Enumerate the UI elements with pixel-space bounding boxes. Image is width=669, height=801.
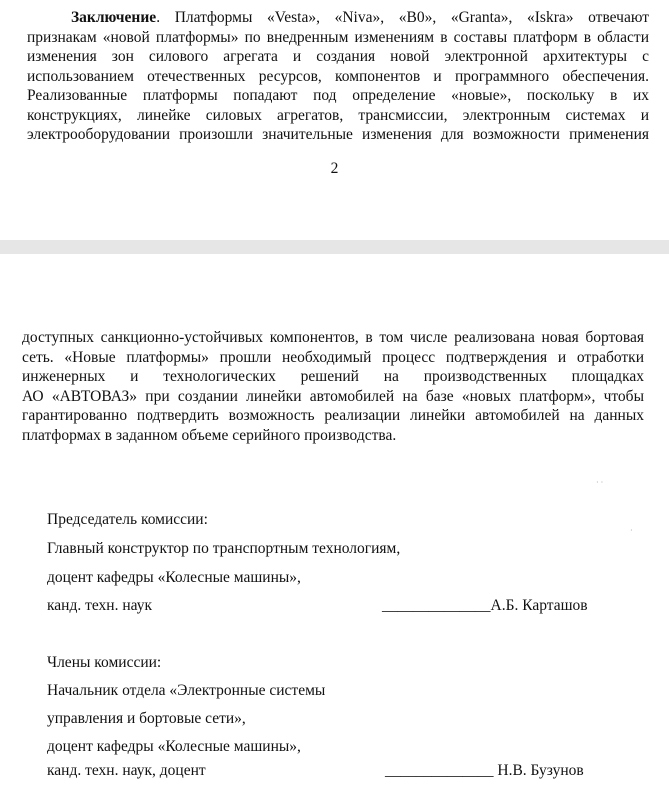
scan-speck: · · [596,478,604,487]
paragraph-line: платформах в заданном объеме серийного производства. [22,426,397,444]
paragraph-line: доступных санкционно-устойчивых компонентов, в том числе реализована новая бортовая [22,329,644,346]
chairman-department: доцент кафедры «Колесные машины», [47,569,301,586]
paragraph-line: Реализованные платформы попадают под определение «новые», поскольку в их [27,87,649,104]
chairman-position: Главный конструктор по транспортным технологиям, [47,540,401,557]
document-page-2 [0,254,669,801]
signature-line: ______________ [382,597,491,614]
page-separator [0,240,669,254]
chairman-heading: Председатель комиссии: [47,511,208,528]
conclusion-label: Заключение [71,9,157,26]
paragraph-line: инженерных и технологических решений на производственных площадках [22,368,644,385]
member-position-cont: управления и бортовые сети», [47,710,246,727]
paragraph-line: использованием отечественных ресурсов, компонентов и программного обеспечения. [27,67,649,85]
paragraph-line: гарантированно подтвердить возможность реализации линейки автомобилей на данных [22,407,644,424]
member-position: Начальник отдела «Электронные системы [47,682,326,699]
member-name: Н.В. Бузунов [497,762,584,779]
member-signature [385,761,584,781]
paragraph-line: конструкциях, линейке силовых агрегатов, трансмиссии, электронным системах и [27,106,649,124]
member-department: доцент кафедры «Колесные машины», [47,738,301,755]
paragraph-line: электрооборудовании произошли значительные изменения для возможности применения [27,126,649,143]
paragraph-line: Заключение. Платформы «Vesta», «Niva», «В0», «Granta», «Iskra» отвечают [71,9,649,26]
paragraph-line: АО «АВТОВАЗ» при создании линейки автомобилей на базе «новых платформ», чтобы [22,387,644,405]
continuation-paragraph [22,328,644,445]
members-heading: Члены комиссии: [47,654,162,671]
document-page-1 [0,0,669,240]
conclusion-paragraph [27,8,649,145]
member-degree: канд. техн. наук, доцент [47,762,206,779]
paragraph-line: изменения зон силового агрегата и создания новой электронной архитектуры с [27,48,649,65]
scan-speck: · [630,526,633,535]
signature-line: ______________ [385,762,494,779]
chairman-signature [382,596,588,616]
paragraph-line: признакам «новой платформы» по внедренным изменениям в составы платформ в области [27,28,649,46]
chairman-degree: канд. техн. наук [47,597,153,614]
chairman-name: А.Б. Карташов [490,597,588,614]
page-number: 2 [330,160,339,177]
paragraph-line: сеть. «Новые платформы» прошли необходимый процесс подтверждения и отработки [22,348,644,366]
